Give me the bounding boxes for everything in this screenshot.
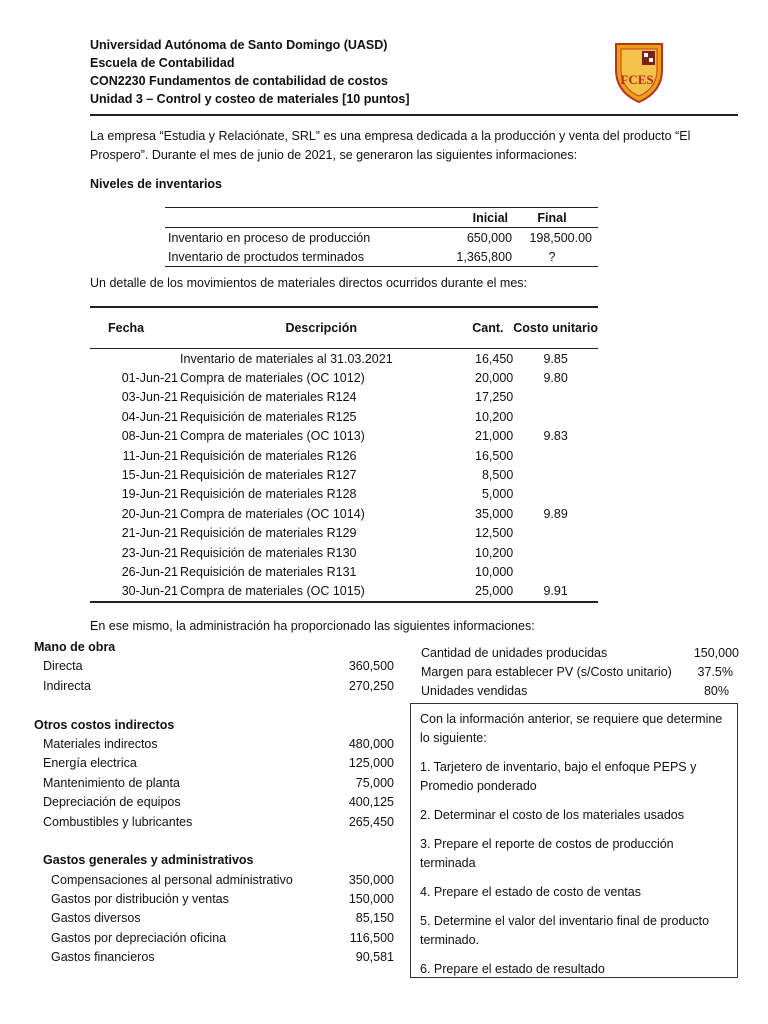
cell-qty: 17,250 bbox=[475, 390, 514, 405]
cell-qty: 10,000 bbox=[475, 564, 514, 579]
cell-description: Requisición de materiales R126 bbox=[180, 448, 357, 463]
col-qty: Cant. bbox=[462, 307, 513, 349]
unit-title: Unidad 3 – Control y costeo de materiales [10 puntos] bbox=[90, 92, 410, 106]
cell-qty: 8,500 bbox=[481, 468, 514, 483]
labor-title bbox=[34, 638, 394, 657]
university-logo bbox=[612, 40, 666, 104]
item-value: 270,250 bbox=[348, 678, 394, 693]
table-row bbox=[90, 543, 598, 562]
list-item bbox=[34, 657, 394, 676]
cell-description: Compra de materiales (OC 1014) bbox=[180, 506, 365, 521]
item-label: Materiales indirectos bbox=[43, 736, 158, 751]
cell-date: 04-Jun-21 bbox=[121, 409, 179, 424]
table-row bbox=[90, 524, 598, 543]
cell-unit-cost: 9.83 bbox=[543, 429, 568, 444]
cell-date: 20-Jun-21 bbox=[121, 506, 179, 521]
overhead-title bbox=[34, 716, 394, 735]
cell-description: Compra de materiales (OC 1013) bbox=[180, 429, 365, 444]
item-value: 350,000 bbox=[348, 872, 394, 887]
requirements-intro: Con la información anterior, se requiere que determine lo siguiente: bbox=[420, 712, 723, 745]
movements-intro: Un detalle de los movimientos de materiales directos ocurridos durante el mes: bbox=[90, 276, 528, 290]
cell-description: Compra de materiales (OC 1015) bbox=[178, 582, 462, 602]
item-label: Mantenimiento de planta bbox=[43, 775, 180, 790]
admin-expenses-title bbox=[34, 851, 394, 870]
item-value: 125,000 bbox=[348, 756, 394, 771]
cell-date bbox=[90, 349, 178, 369]
item-value: 116,500 bbox=[349, 930, 394, 945]
item-label: Depreciación de equipos bbox=[43, 795, 181, 810]
table-row bbox=[90, 562, 598, 581]
table-row bbox=[165, 228, 598, 248]
col-date: Fecha bbox=[90, 307, 178, 349]
col-initial: Inicial bbox=[446, 208, 512, 228]
row-label: Inventario en proceso de producción bbox=[168, 230, 371, 245]
cell-qty: 25,000 bbox=[462, 582, 513, 602]
table-row bbox=[90, 349, 598, 369]
col-unit-cost: Costo unitario bbox=[513, 307, 598, 349]
list-item bbox=[34, 948, 394, 967]
cell-unit-cost bbox=[513, 524, 598, 543]
cell-date: 26-Jun-21 bbox=[121, 564, 179, 579]
cell-date: 19-Jun-21 bbox=[121, 487, 179, 502]
logo-letters: FCES bbox=[620, 72, 654, 87]
cell-unit-cost: 9.91 bbox=[513, 582, 598, 602]
item-value: 37.5% bbox=[697, 665, 733, 679]
row-label: Inventario de proctudos terminados bbox=[165, 247, 446, 267]
cell-date: 23-Jun-21 bbox=[121, 545, 179, 560]
item-label: Directa bbox=[43, 659, 83, 674]
cell-date: 11-Jun-21 bbox=[122, 448, 179, 463]
cell-unit-cost: 9.89 bbox=[543, 506, 568, 521]
production-info bbox=[421, 644, 739, 701]
item-label: Gastos por distribución y ventas bbox=[51, 892, 229, 907]
cell-unit-cost: 9.80 bbox=[543, 371, 568, 386]
document-header bbox=[90, 36, 410, 108]
cell-date: 08-Jun-21 bbox=[121, 429, 179, 444]
item-value: 360,500 bbox=[348, 659, 394, 674]
admin-intro: En ese mismo, la administración ha proporcionado las siguientes informaciones: bbox=[90, 619, 535, 633]
table-row bbox=[90, 504, 598, 523]
cell-unit-cost bbox=[513, 465, 598, 484]
cell-qty: 20,000 bbox=[475, 371, 514, 386]
item-value: 75,000 bbox=[355, 775, 394, 790]
cell-qty: 12,500 bbox=[475, 526, 514, 541]
item-value: 265,450 bbox=[348, 814, 394, 829]
cell-unit-cost bbox=[513, 446, 598, 465]
item-value: 480,000 bbox=[348, 736, 394, 751]
school-name: Escuela de Contabilidad bbox=[90, 56, 235, 70]
requirement-item: 4. Prepare el estado de costo de ventas bbox=[420, 885, 641, 899]
cell-description: Requisición de materiales R130 bbox=[180, 545, 357, 560]
list-item bbox=[34, 754, 394, 773]
requirement-item: 6. Prepare el estado de resultado bbox=[420, 962, 605, 976]
cell-date: 30-Jun-21 bbox=[90, 582, 178, 602]
table-row bbox=[165, 247, 598, 267]
requirement-item: 5. Determine el valor del inventario final de producto terminado. bbox=[420, 914, 710, 947]
item-value: 150,000 bbox=[693, 646, 739, 660]
cell-description: Compra de materiales (OC 1012) bbox=[180, 371, 365, 386]
cell-qty: 35,000 bbox=[475, 506, 514, 521]
cell-qty: 16,500 bbox=[475, 448, 514, 463]
row-final: ? bbox=[512, 247, 598, 267]
cell-description: Requisición de materiales R124 bbox=[180, 390, 357, 405]
item-value: 80% bbox=[703, 684, 729, 698]
item-label: Indirecta bbox=[43, 678, 91, 693]
materials-movements-table bbox=[90, 306, 598, 603]
list-item bbox=[34, 735, 394, 754]
cell-description: Requisición de materiales R129 bbox=[180, 526, 357, 541]
list-item bbox=[34, 909, 394, 928]
section-title: Mano de obra bbox=[34, 640, 116, 654]
cell-qty: 5,000 bbox=[481, 487, 514, 502]
cell-date: 03-Jun-21 bbox=[121, 390, 179, 405]
list-item bbox=[34, 813, 394, 832]
list-item bbox=[421, 682, 739, 701]
inventory-levels-table bbox=[165, 207, 598, 267]
item-label: Gastos financieros bbox=[51, 950, 155, 965]
item-label: Cantidad de unidades producidas bbox=[421, 646, 608, 660]
table-row bbox=[90, 582, 598, 602]
table-row bbox=[90, 388, 598, 407]
header-divider bbox=[90, 114, 738, 116]
cell-date: 01-Jun-21 bbox=[121, 371, 179, 386]
cell-unit-cost bbox=[513, 388, 598, 407]
cell-unit-cost bbox=[513, 562, 598, 581]
cell-description: Inventario de materiales al 31.03.2021 bbox=[180, 351, 393, 366]
cell-qty: 21,000 bbox=[475, 429, 514, 444]
cell-unit-cost: 9.85 bbox=[543, 351, 568, 366]
item-value: 90,581 bbox=[355, 950, 394, 965]
col-final: Final bbox=[512, 208, 598, 228]
table-row bbox=[90, 446, 598, 465]
item-label: Combustibles y lubricantes bbox=[43, 814, 193, 829]
costs-list bbox=[34, 638, 394, 968]
item-value: 85,150 bbox=[355, 911, 394, 926]
item-value: 400,125 bbox=[348, 795, 394, 810]
item-label: Gastos por depreciación oficina bbox=[51, 930, 227, 945]
cell-qty: 10,200 bbox=[475, 545, 514, 560]
cell-qty: 10,200 bbox=[475, 409, 514, 424]
list-item bbox=[34, 677, 394, 696]
cell-date: 21-Jun-21 bbox=[121, 526, 179, 541]
cell-description: Requisición de materiales R128 bbox=[180, 487, 357, 502]
list-item bbox=[421, 663, 739, 682]
list-item bbox=[34, 774, 394, 793]
list-item bbox=[34, 890, 394, 909]
item-label: Unidades vendidas bbox=[421, 684, 528, 698]
item-label: Margen para establecer PV (s/Costo unitario) bbox=[421, 665, 672, 679]
cell-date: 15-Jun-21 bbox=[121, 468, 179, 483]
item-value: 150,000 bbox=[348, 892, 394, 907]
item-label: Gastos diversos bbox=[51, 911, 141, 926]
course-name: CON2230 Fundamentos de contabilidad de costos bbox=[90, 74, 388, 88]
table-row bbox=[90, 485, 598, 504]
requirements-box bbox=[410, 703, 738, 978]
cell-unit-cost bbox=[513, 543, 598, 562]
university-name: Universidad Autónoma de Santo Domingo (UASD) bbox=[90, 38, 388, 52]
item-label: Energía electrica bbox=[43, 756, 137, 771]
table-row bbox=[90, 407, 598, 426]
cell-qty: 16,450 bbox=[475, 351, 514, 366]
table-row bbox=[90, 427, 598, 446]
row-final: 198,500.00 bbox=[529, 230, 592, 245]
row-initial: 1,365,800 bbox=[446, 247, 512, 267]
cell-description: Requisición de materiales R127 bbox=[180, 468, 357, 483]
cell-description: Requisición de materiales R125 bbox=[180, 409, 357, 424]
table-row bbox=[90, 465, 598, 484]
requirement-item: 1. Tarjetero de inventario, bajo el enfoque PEPS y Promedio ponderado bbox=[420, 760, 697, 793]
inventory-levels-title: Niveles de inventarios bbox=[90, 177, 223, 191]
list-item bbox=[421, 644, 739, 663]
list-item bbox=[34, 793, 394, 812]
cell-unit-cost bbox=[513, 485, 598, 504]
cell-unit-cost bbox=[513, 407, 598, 426]
table-row bbox=[90, 368, 598, 387]
section-title: Gastos generales y administrativos bbox=[43, 853, 254, 868]
intro-paragraph: La empresa “Estudia y Relaciónate, SRL” es una empresa dedicada a la producción y venta del producto “El Prospero”. Durante el mes de junio de 2021, se generaron las siguientes informaciones: bbox=[90, 129, 691, 162]
list-item bbox=[34, 871, 394, 890]
row-initial: 650,000 bbox=[466, 230, 513, 245]
requirement-item: 2. Determinar el costo de los materiales usados bbox=[420, 808, 685, 822]
section-title: Otros costos indirectos bbox=[34, 717, 175, 732]
requirement-item: 3. Prepare el reporte de costos de producción terminada bbox=[420, 837, 674, 870]
cell-description: Requisición de materiales R131 bbox=[180, 564, 357, 579]
item-label: Compensaciones al personal administrativo bbox=[51, 872, 293, 887]
list-item bbox=[34, 929, 394, 948]
col-description: Descripción bbox=[178, 307, 462, 349]
